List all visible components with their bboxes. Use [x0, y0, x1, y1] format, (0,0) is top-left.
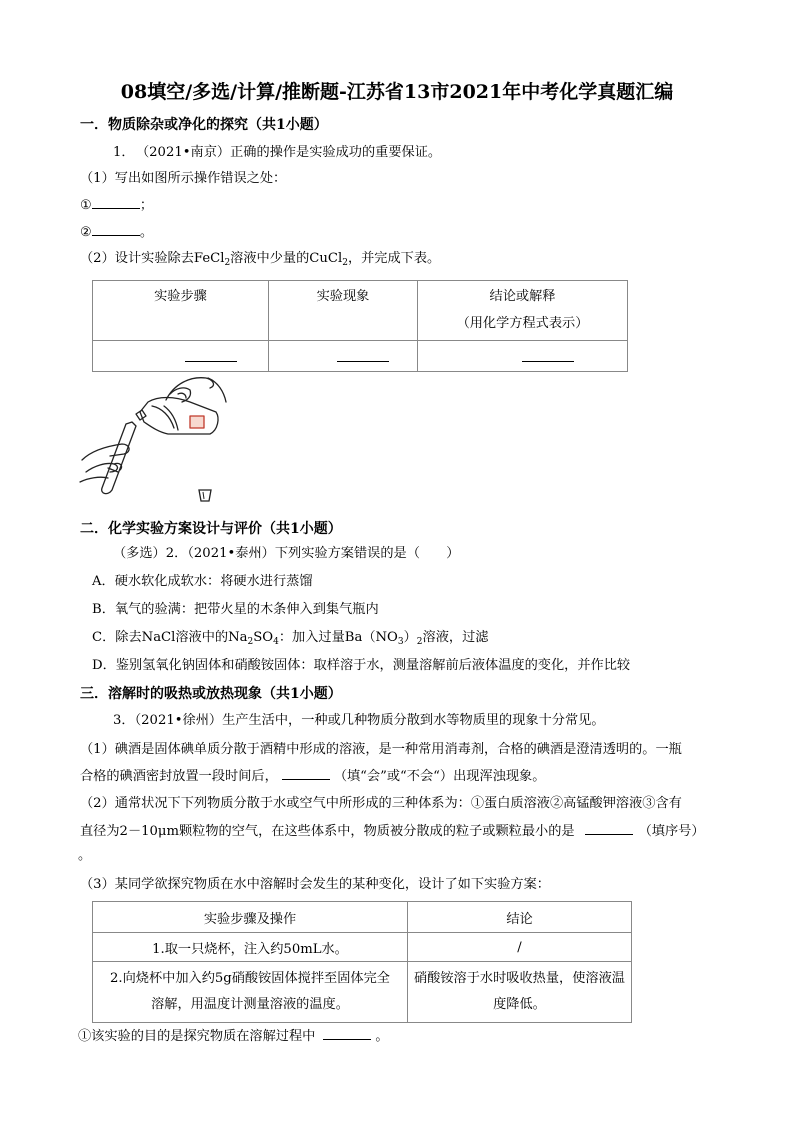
table-cell-step2-conclusion — [408, 962, 632, 1023]
item2-suffix: 。 — [139, 225, 154, 240]
part2-text-a: （2）设计实验除去FeCl — [80, 251, 225, 266]
part1-text-b: （填“会”或“不会“）出现浑浊现象。 — [333, 769, 546, 784]
answer-blank[interactable] — [185, 347, 237, 362]
subscript: 2 — [416, 637, 423, 647]
answer-blank[interactable] — [585, 822, 633, 835]
experiment-plan-table — [92, 901, 632, 1023]
item1-prefix: ① — [80, 198, 92, 213]
experiment-design-table — [92, 280, 628, 372]
option-c-text: 溶液，过滤 — [422, 630, 489, 645]
option-b[interactable]: B．氧气的验满：把带火星的木条伸入到集气瓶内 — [92, 602, 379, 617]
conclusion-label: 结论或解释 — [489, 289, 556, 304]
part2-text-b: 溶液中少量的CuCl — [230, 251, 343, 266]
answer-blank[interactable] — [522, 347, 574, 362]
question2-stem: （多选）2．（2021•泰州）下列实验方案错误的是（ ） — [113, 546, 460, 561]
option-a[interactable]: A．硬水软化成软水：将硬水进行蒸馏 — [92, 574, 313, 589]
table-cell-step1: 1.取一只烧杯，注入约50mL水。 — [93, 933, 408, 962]
table-header-operation: 实验步骤及操作 — [93, 902, 408, 933]
part2-text-b: （填序号） — [638, 824, 705, 839]
part1-text-a: 合格的碘酒密封放置一段时间后， — [80, 769, 278, 784]
item2-prefix: ② — [80, 225, 92, 240]
option-c[interactable] — [92, 629, 488, 647]
answer-blank[interactable] — [282, 767, 330, 780]
question3-part1-line2 — [80, 767, 545, 786]
option-c-text: ：加入过量Ba（NO — [278, 630, 398, 645]
question3-part3: （3）某同学欲探究物质在水中溶解时会发生的某种变化，设计了如下实验方案： — [80, 877, 550, 892]
question3-part2-line1: （2）通常状况下下列物质分散于水或空气中所形成的三种体系为：①蛋白质溶液②高锰酸钾溶液③含有 — [80, 796, 682, 811]
question1-number: 1． — [113, 145, 135, 160]
option-c-text: ） — [403, 630, 417, 645]
question3-part2-line2 — [80, 822, 705, 841]
step2-line1: 2.向烧杯中加入约5g硝酸铵固体搅拌至固体完全 — [110, 971, 390, 986]
question3-last-line — [78, 1027, 389, 1046]
answer-blank[interactable] — [92, 196, 140, 209]
question1-source: （2021•南京） — [142, 145, 231, 160]
answer-blank[interactable] — [92, 223, 140, 236]
question1-part2 — [80, 250, 440, 268]
answer-blank[interactable] — [323, 1027, 371, 1040]
table-header-phenomena: 实验现象 — [269, 281, 418, 341]
option-c-text: SO — [253, 630, 274, 645]
question1-item1 — [80, 196, 153, 215]
subscript: 3 — [397, 637, 404, 647]
item1-suffix: ； — [139, 198, 154, 213]
subscript: 2 — [342, 258, 348, 268]
table-cell-step1-conclusion: / — [408, 933, 632, 962]
bottle-stopper-icon — [196, 486, 214, 504]
part2-text-c: ，并完成下表。 — [347, 251, 441, 266]
question3-part2-line3: 。 — [78, 848, 92, 863]
subscript: 2 — [224, 258, 231, 268]
answer-blank[interactable] — [337, 347, 389, 362]
conclusion-line1: 硝酸铵溶于水时吸收热量，使溶液温 — [414, 971, 625, 986]
pouring-illustration — [78, 372, 230, 502]
question3-part1-line1: （1）碘酒是固体碘单质分散于酒精中形成的溶液，是一种常用消毒剂，合格的碘酒是澄清透明的。一瓶 — [80, 742, 682, 757]
page-title: 08填空/多选/计算/推断题-江苏省13市2021年中考化学真题汇编 — [120, 81, 674, 103]
table-header-steps: 实验步骤 — [93, 281, 269, 341]
table-cell-steps — [93, 341, 269, 372]
section3-heading: 三．溶解时的吸热或放热现象（共1小题） — [80, 686, 342, 702]
question1-part1: （1）写出如图所示操作错误之处： — [80, 171, 287, 186]
option-c-text: C．除去NaCl溶液中的Na — [92, 630, 248, 645]
part2-text-a: 直径为2－10μm颗粒物的空气，在这些体系中，物质被分散成的粒子或颗粒最小的是 — [80, 824, 575, 839]
table-header-conclusion: 结论 — [408, 902, 632, 933]
option-d[interactable]: D．鉴别氢氧化钠固体和硝酸铵固体：取样溶于水，测量溶解前后液体温度的变化，并作比较 — [92, 658, 631, 673]
question1-stem — [113, 144, 441, 162]
subscript: 4 — [273, 637, 279, 647]
step2-line2: 溶解，用温度计测量溶液的温度。 — [151, 997, 349, 1012]
section1-heading: 一．物质除杂或净化的探究（共1小题） — [80, 117, 328, 133]
table-cell-step2 — [93, 962, 408, 1023]
equation-note: （用化学方程式表示） — [456, 316, 589, 331]
table-cell-phenomena — [269, 341, 418, 372]
table-header-conclusion — [418, 281, 628, 341]
section2-heading: 二．化学实验方案设计与评价（共1小题） — [80, 521, 342, 537]
question1-text: 正确的操作是实验成功的重要保证。 — [230, 145, 442, 160]
table-cell-conclusion — [418, 341, 628, 372]
conclusion-line2: 度降低。 — [493, 997, 546, 1012]
last-text-a: ①该实验的目的是探究物质在溶解过程中 — [78, 1029, 316, 1044]
question1-item2 — [80, 223, 153, 242]
last-text-b: 。 — [375, 1029, 389, 1044]
subscript: 2 — [247, 637, 254, 647]
question3-stem: 3．（2021•徐州）生产生活中，一种或几种物质分散到水等物质里的现象十分常见。 — [113, 713, 605, 728]
